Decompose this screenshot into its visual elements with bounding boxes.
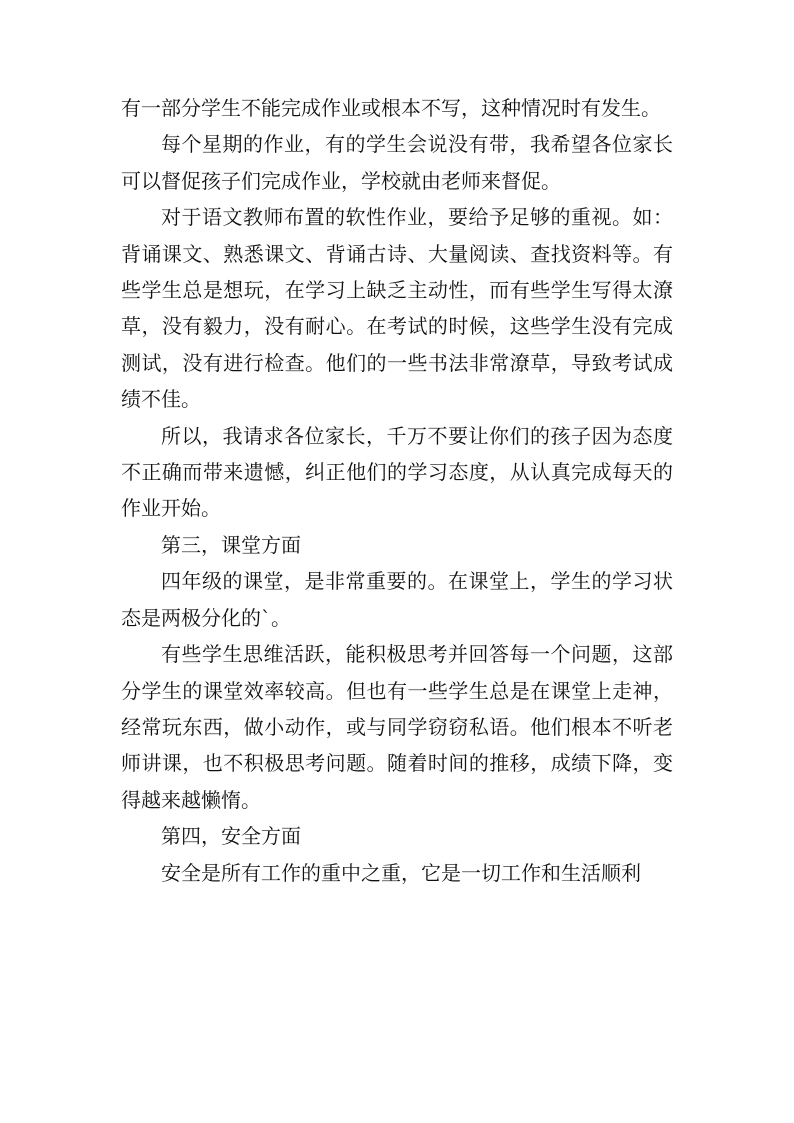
- section-heading-4: 第四，安全方面: [161, 824, 301, 849]
- paragraph-3: 对于语文教师布置的软性作业，要给予足够的重视。如：背诵课文、熟悉课文、背诵古诗、大量阅读、查找资料等。有些学生总是想玩，在学习上缺乏主动性，而有些学生写得太潦草，没有毅力，没有耐心。在考试的时候，这些学生没有完成测试，没有进行检查。他们的一些书法非常潦草，导致考试成绩不佳。: [121, 205, 673, 412]
- paragraph-6: 有些学生思维活跃，能积极思考并回答每一个问题，这部分学生的课堂效率较高。但也有一些学生总是在课堂上走神，经常玩东西，做小动作，或与同学窃窃私语。他们根本不听老师讲课，也不积极思考问题。随着时间的推移，成绩下降，变得越来越懒惰。: [121, 642, 673, 812]
- section-heading-3: 第三，课堂方面: [161, 532, 301, 557]
- paragraph-7: 安全是所有工作的重中之重，它是一切工作和生活顺利: [161, 860, 641, 885]
- paragraph-1: 有一部分学生不能完成作业或根本不写，这种情况时有发生。: [121, 96, 661, 120]
- document-page: [121, 90, 673, 891]
- paragraph-5: 四年级的课堂，是非常重要的。在课堂上，学生的学习状态是两极分化的`。: [121, 569, 673, 630]
- paragraph-2: 每个星期的作业，有的学生会说没有带，我希望各位家长可以督促孩子们完成作业，学校就由老师来督促。: [121, 132, 673, 193]
- paragraph-4: 所以，我请求各位家长，千万不要让你们的孩子因为态度不正确而带来遗憾，纠正他们的学习态度，从认真完成每天的作业开始。: [121, 423, 673, 521]
